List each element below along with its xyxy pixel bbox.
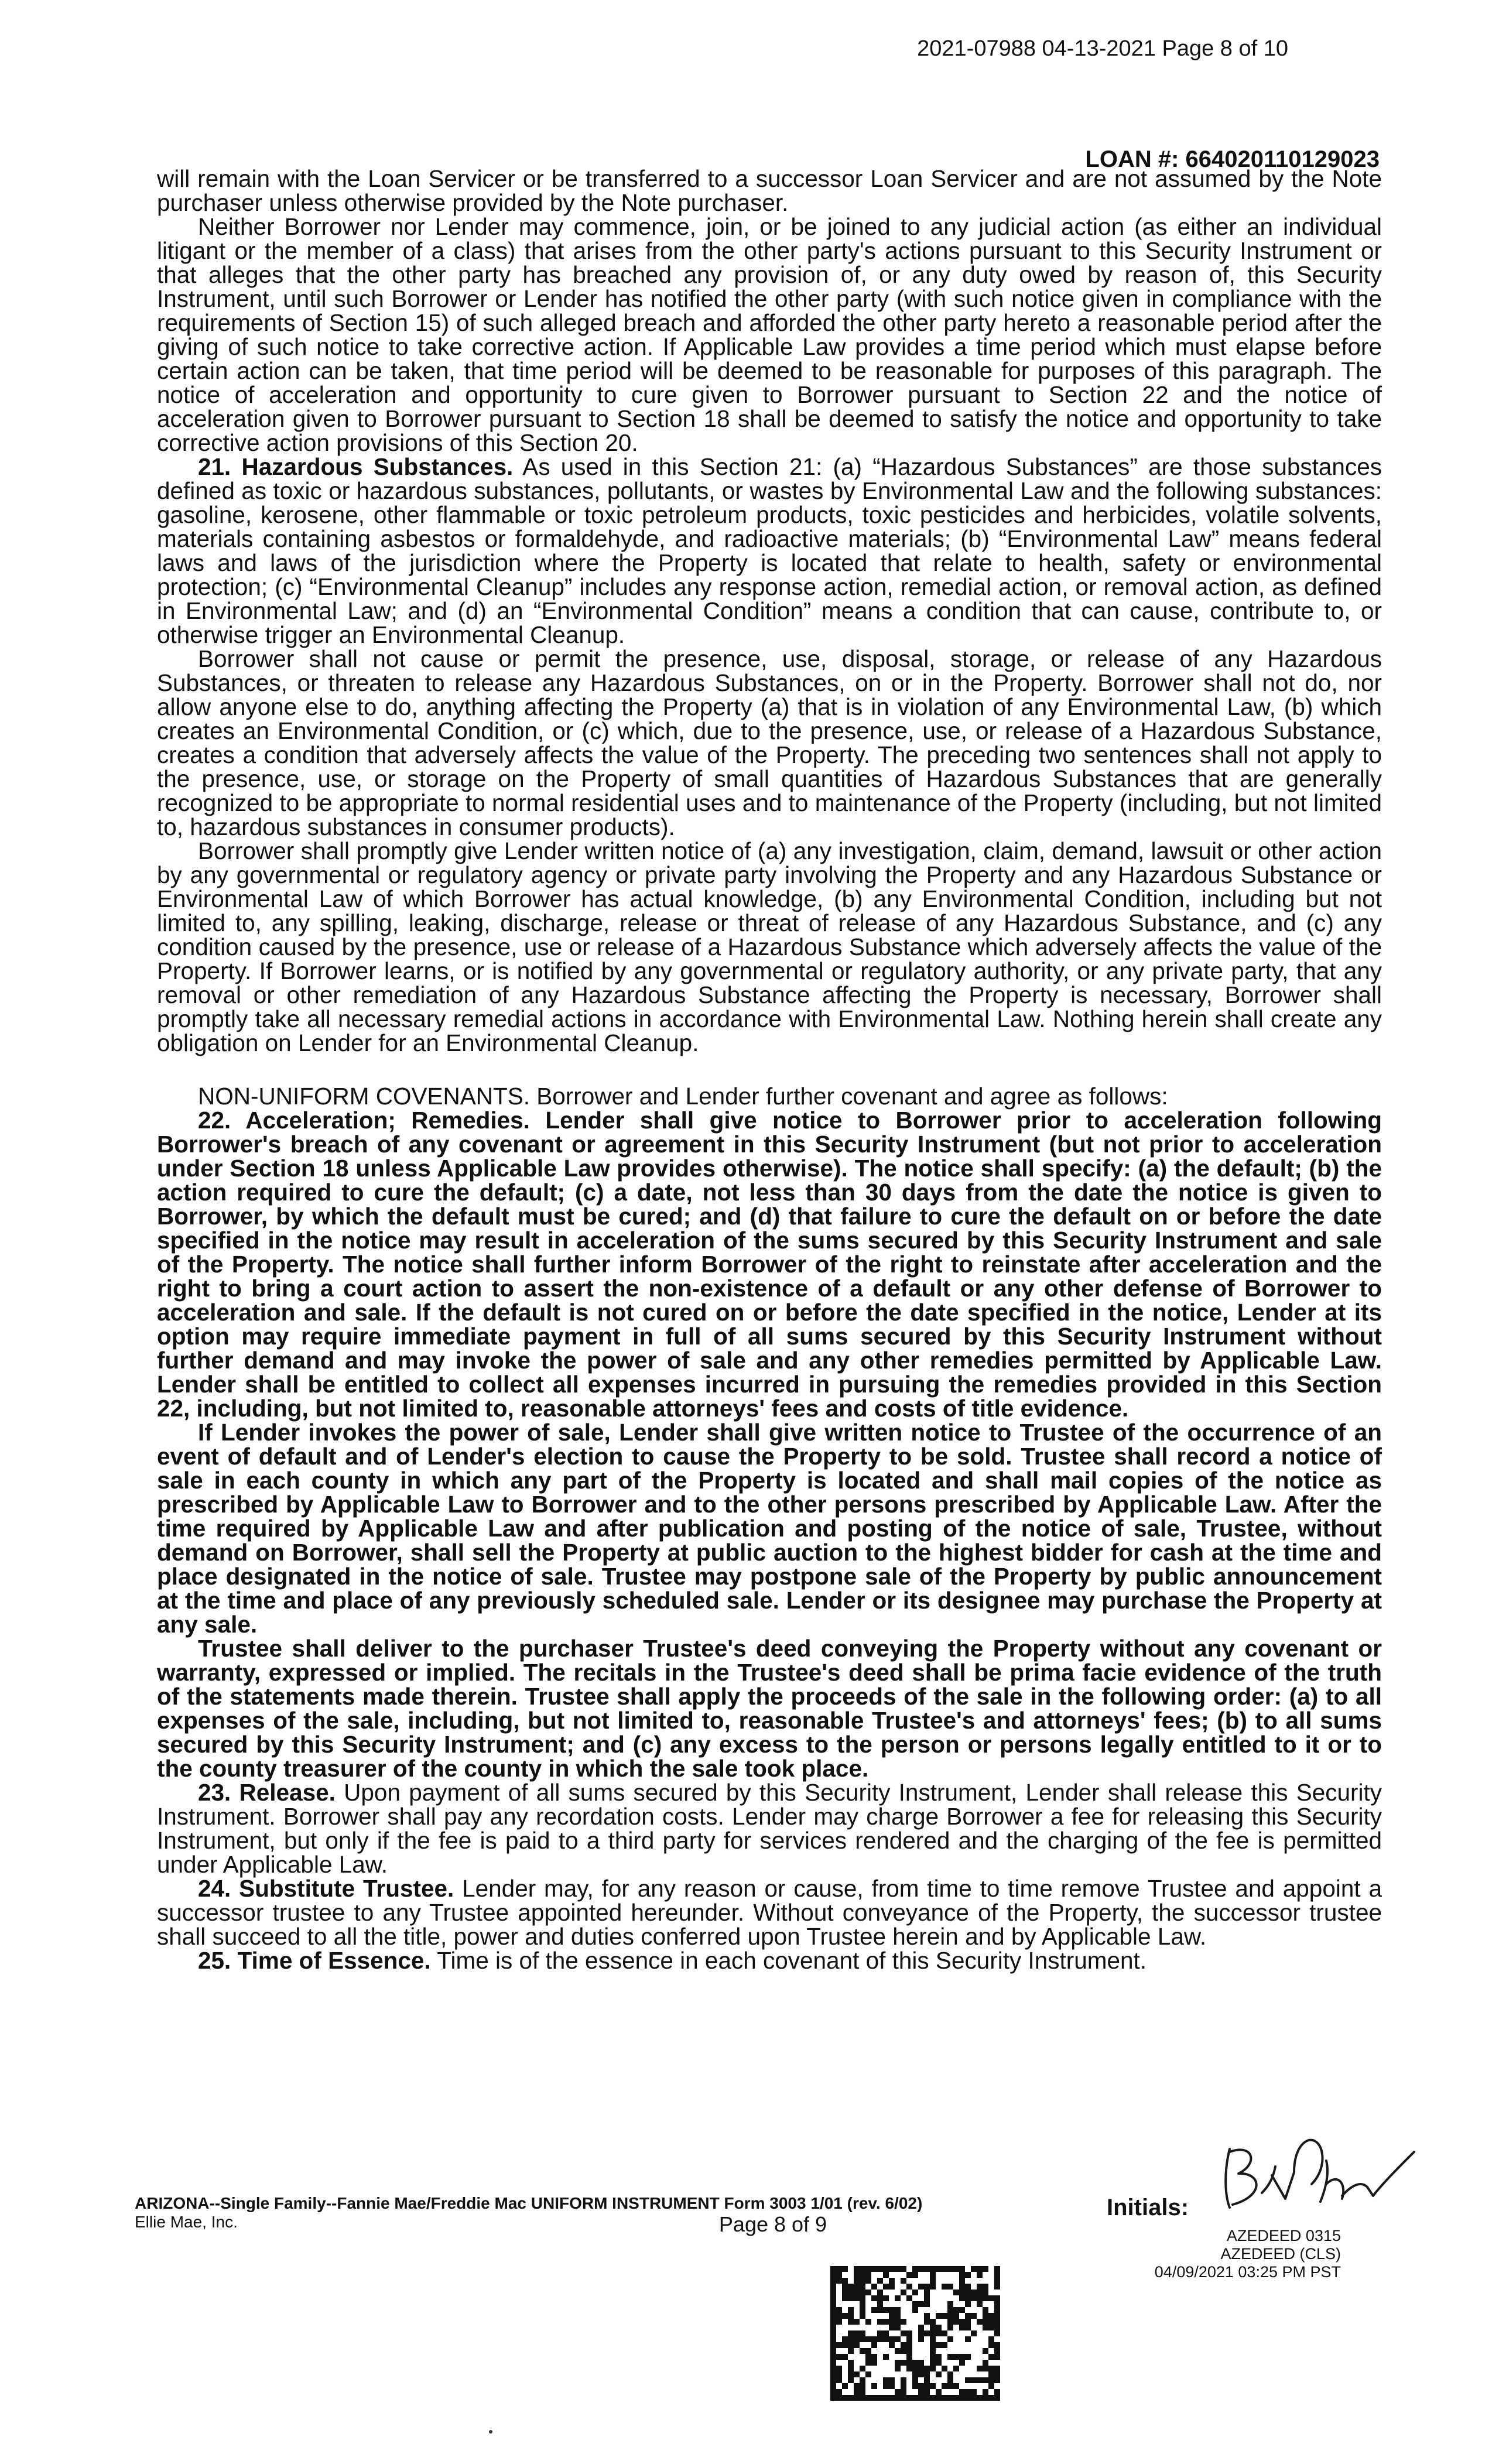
section-21-text: As used in this Section 21: (a) “Hazardous Substances” are those substances defined as toxic or hazardous substances, pollutants, or wastes by Environmental Law and the following substances: gasoline, kerosene, other flammable or toxic petroleum products, toxic pesticides and herbicides, volatile solvents, materials containing asbestos or formaldehyde, and radioactive materials; (b) “Environmental Law” means federal laws and laws of the jurisdiction where the Property is located that relate to health, safety or environmental protection; (c) “Environmental Cleanup” includes any response action, remedial action, or removal action, as defined in Environmental Law; and (d) an “Environmental Condition” means a condition that can cause, contribute to, or otherwise trigger an Environmental Cleanup. <box>157 453 1382 648</box>
section-25-heading: 25. Time of Essence. <box>198 1947 431 1974</box>
section-21-paragraph <box>157 455 1382 647</box>
section-22-paragraph: 22. Acceleration; Remedies. Lender shall give notice to Borrower prior to acceleration following Borrower's breach of any covenant or agreement in this Security Instrument (but not prior to acceleration under Section 18 unless Applicable Law provides otherwise). The notice shall specify: (a) the default; (b) the action required to cure the default; (c) a date, not less than 30 days from the date the notice is given to Borrower, by which the default must be cured; and (d) that failure to cure the default on or before the date specified in the notice may result in acceleration of the sums secured by this Security Instrument and sale of the Property. The notice shall further inform Borrower of the right to reinstate after acceleration and the right to bring a court action to assert the non-existence of a default or any other defense of Borrower to acceleration and sale. If the default is not cured on or before the date specified in the notice, Lender at its option may require immediate payment in full of all sums secured by this Security Instrument without further demand and may invoke the power of sale and any other remedies permitted by Applicable Law. Lender shall be entitled to collect all expenses incurred in pursuing the remedies provided in this Section 22, including, but not limited to, reasonable attorneys' fees and costs of title evidence. <box>157 1107 1382 1422</box>
document-id <box>1142 2227 1341 2281</box>
section-23-heading: 23. Release. <box>198 1779 336 1806</box>
form-footer <box>135 2194 1072 2232</box>
section-23-paragraph <box>157 1781 1382 1877</box>
scan-speck <box>489 2430 492 2434</box>
trustee-deed-paragraph: Trustee shall deliver to the purchaser Trustee's deed conveying the Property without any covenant or warranty, expressed or implied. The recitals in the Trustee's deed shall be prima facie evidence of the truth of the statements made therein. Trustee shall apply the proceeds of the sale in the following order: (a) to all expenses of the sale, including, but not limited to, reasonable Trustee's and attorneys' fees; (b) to all sums secured by this Security Instrument; and (c) any excess to the person or persons legally entitled to it or to the county treasurer of the county in which the sale took place. <box>157 1635 1382 1782</box>
doc-timestamp: 04/09/2021 03:25 PM PST <box>1154 2263 1341 2281</box>
initials-label: Initials: <box>1107 2195 1189 2220</box>
doc-code: AZEDEED 0315 <box>1226 2227 1341 2244</box>
power-of-sale-paragraph: If Lender invokes the power of sale, Lender shall give written notice to Trustee of the occurrence of an event of default and of Lender's election to cause the Property to be sold. Trustee shall record a notice of sale in each county in which any part of the Property is located and shall mail copies of the notice as prescribed by Applicable Law to Borrower and to the other persons prescribed by Applicable Law. After the time required by Applicable Law and after publication and posting of the notice of sale, Trustee, without demand on Borrower, shall sell the Property at public auction to the highest bidder for cash at the time and place designated in the notice of sale. Trustee may postpone sale of the Property by public announcement at the time and place of any previously scheduled sale. Lender or its designee may purchase the Property at any sale. <box>157 1419 1382 1638</box>
continuation-paragraph: will remain with the Loan Servicer or be transferred to a successor Loan Servicer and are not assumed by the Note purchaser unless otherwise provided by the Note purchaser. <box>157 165 1382 216</box>
initials-signature <box>1206 2131 1417 2213</box>
section-24-paragraph <box>157 1877 1382 1949</box>
loan-number: LOAN #: 664020110129023 <box>1085 146 1380 172</box>
section-25-text: Time is of the essence in each covenant of this Security Instrument. <box>430 1947 1147 1974</box>
barcode-icon <box>830 2266 1000 2401</box>
document-body <box>157 167 1382 1973</box>
hazardous-restriction-paragraph: Borrower shall not cause or permit the presence, use, disposal, storage, or release of any Hazardous Substances, or threaten to release any Hazardous Substances, on or in the Property. Borrower shall not do, nor allow anyone else to do, anything affecting the Property (a) that is in violation of any Environmental Law, (b) which creates an Environmental Condition, or (c) which, due to the presence, use, or release of a Hazardous Substance, creates a condition that adversely affects the value of the Property. The preceding two sentences shall not apply to the presence, use, or storage on the Property of small quantities of Hazardous Substances that are generally recognized to be appropriate to normal residential uses and to maintenance of the Property (including, but not limited to, hazardous substances in consumer products). <box>157 645 1382 840</box>
section-24-heading: 24. Substitute Trustee. <box>198 1875 454 1902</box>
non-uniform-covenants: NON-UNIFORM COVENANTS. Borrower and Lender further covenant and agree as follows: <box>198 1083 1168 1110</box>
judicial-action-paragraph: Neither Borrower nor Lender may commence, join, or be joined to any judicial action (as either an individual litigant or the member of a class) that arises from the other party's actions pursuant to this Security Instrument or that alleges that the other party has breached any provision of, or any duty owed by reason of, this Security Instrument, until such Borrower or Lender has notified the other party (with such notice given in compliance with the requirements of Section 15) of such alleged breach and afforded the other party hereto a reasonable period after the giving of such notice to take corrective action. If Applicable Law provides a time period which must elapse before certain action can be taken, that time period will be deemed to be reasonable for purposes of this paragraph. The notice of acceleration and opportunity to cure given to Borrower pursuant to Section 22 and the notice of acceleration given to Borrower pursuant to Section 18 shall be deemed to satisfy the notice and opportunity to take corrective action provisions of this Section 20. <box>157 213 1382 456</box>
section-23-text: Upon payment of all sums secured by this Security Instrument, Lender shall release this Security Instrument. Borrower shall pay any recordation costs. Lender may charge Borrower a fee for releasing this Security Instrument, but only if the fee is paid to a third party for services rendered and the charging of the fee is permitted under Applicable Law. <box>157 1779 1382 1878</box>
page-number: Page 8 of 9 <box>718 2212 827 2236</box>
doc-code-cls: AZEDEED (CLS) <box>1220 2245 1341 2263</box>
form-title: ARIZONA--Single Family--Fannie Mae/Freddie Mac UNIFORM INSTRUMENT Form 3003 1/01 (rev. 6/02) <box>135 2194 923 2212</box>
company-name: Ellie Mae, Inc. <box>135 2213 238 2231</box>
recording-stamp: 2021-07988 04-13-2021 Page 8 of 10 <box>917 36 1288 61</box>
section-24-text: Lender may, for any reason or cause, from time to time remove Trustee and appoint a successor trustee to any Trustee appointed hereunder. Without conveyance of the Property, the successor trustee shall succeed to all the title, power and duties conferred upon Trustee herein and by Applicable Law. <box>157 1875 1382 1950</box>
hazardous-notice-paragraph: Borrower shall promptly give Lender written notice of (a) any investigation, claim, demand, lawsuit or other action by any governmental or regulatory agency or private party involving the Property and any Hazardous Substance or Environmental Law of which Borrower has actual knowledge, (b) any Environmental Condition, including but not limited to, any spilling, leaking, discharge, release or threat of release of any Hazardous Substance, and (c) any condition caused by the presence, use or release of a Hazardous Substance which adversely affects the value of the Property. If Borrower learns, or is notified by any governmental or regulatory authority, or any private party, that any removal or other remediation of any Hazardous Substance affecting the Property is necessary, Borrower shall promptly take all necessary remedial actions in accordance with Environmental Law. Nothing herein shall create any obligation on Lender for an Environmental Cleanup. <box>157 837 1382 1056</box>
section-25-paragraph <box>157 1949 1382 1973</box>
section-21-heading: 21. Hazardous Substances. <box>198 453 514 480</box>
